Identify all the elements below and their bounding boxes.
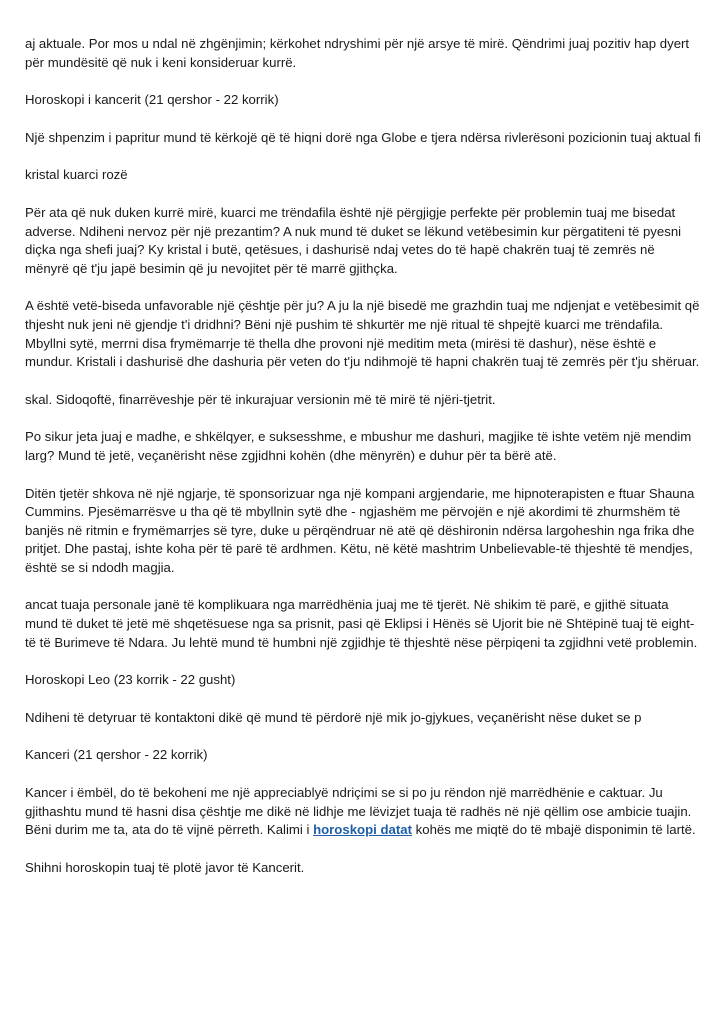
paragraph-self-talk: A është vetë-biseda unfavorable një çështje për ju? A ju la një bisedë me grazhdin tuaj me ndjenjat e vetëbesimit që thjesht nuk jeni në gjendje t'i dridhni? Bëni një pushim të shkurtër me një ritual të shpejtë kuarci me trëndafila. Mbyllni sytë, merrni disa frymëmarrje të thella dhe provoni një meditim meta (mirësi të dashur), nëse është e mundur. Kristali i dashurisë dhe dashuria për veten do t'ju ndihmojë të hapni chakrën tuaj të zemrës për t'ju shëruar. bbox=[25, 298, 700, 370]
paragraph-intro: aj aktuale. Por mos u ndal në zhgënjimin; kërkohet ndryshimi për një arsye të mirë. Qëndrimi juaj pozitiv hap dyert për mundësitë që nuk i keni konsideruar kurrë. bbox=[25, 36, 690, 70]
horoscope-dates-link[interactable]: horoskopi datat bbox=[313, 822, 412, 838]
paragraph-leo: Ndiheni të detyruar të kontaktoni dikë që mund të përdorë një mik jo-gjykues, veçanërisht nëse duket se p bbox=[25, 709, 642, 725]
paragraph-magical-life: Po sikur jeta juaj e madhe, e shkëlqyer, e suksesshme, e mbushur me dashuri, magjike të ishte vetëm një mendim larg? Mund të jetë, veçanërisht nëse zgjidhni kohën (dhe mënyrën) e duhur për ta bërë atë. bbox=[25, 429, 692, 463]
paragraph-finances: ancat tuaja personale janë të komplikuara nga marrëdhënia juaj me të tjerët. Në shikim të parë, e gjithë situata mund të duket të jetë më shqetësuese nga sa prisnit, pasi që Eklipsi i Hënës së Ujorit bie në Shtëpinë tuaj të eight-të të Burimeve të Ndara. Ju lehtë mund të humbni një zgjidhje të thjeshtë nëse përpiqeni ta zgjidhni vetë problemin. bbox=[25, 597, 698, 650]
paragraph-text-after-link: kohës me miqtë do të mbajë disponimin të lartë. bbox=[411, 822, 696, 838]
paragraph-sweet-cancer bbox=[25, 784, 701, 840]
paragraph-rose-quartz: Për ata që nuk duken kurrë mirë, kuarci me trëndafila është një përgjigje perfekte për problemin tuaj me bisedat adverse. Ndiheni nervoz për një prezantim? A nuk mund të duket se lëkund vetëbesimin kur përgatiteni të pyesni diçka nga shefi juaj? Ky kristal i butë, qetësues, i dashurisë ndaj vetes do të hapë chakrën tuaj të zemrës në mënyrë që t'ju japë besimin që ju nevojitet për të marrë gjithçka. bbox=[25, 204, 682, 276]
heading-rose-quartz: kristal kuarci rozë bbox=[25, 167, 128, 183]
heading-cancer: Kanceri (21 qershor - 22 korrik) bbox=[25, 747, 208, 763]
paragraph-event: Ditën tjetër shkova në një ngjarje, të sponsorizuar nga një kompani argjendarie, me hipnoterapisten e ftuar Shauna Cummins. Pjesëmarrësve u tha që të mbyllnin sytë dhe - ngjashëm me përvojën e një akordimi të zhurmshëm të banjës në ritmin e frymëmarrjes së tyre, duke u përqëndruar në atë që dëshironin ndërsa largoheshin nga frika dhe pritjet. Dhe pastaj, ishte koha për të parë të ardhmen. Këtu, në këtë mashtrim Unbelievable-të thjeshtë të mendjes, është se si ndodh magjia. bbox=[25, 485, 695, 575]
paragraph-closing: Shihni horoskopin tuaj të plotë javor të Kancerit. bbox=[25, 859, 305, 875]
paragraph-text-before-link: Kancer i ëmbël, do të bekoheni me një appreciablyë ndriçimi se si po ju rëndon një marrëdhënie e caktuar. Ju gjithashtu mund të hasni disa çështje me dikë në lidhje me lëvizjet tuaja të radhës në një qëllim ose ambicie tuajin. Bëni durim me ta, ata do të vijnë përreth. Kalimi i bbox=[25, 785, 692, 838]
heading-cancer-horoscope: Horoskopi i kancerit (21 qershor - 22 korrik) bbox=[25, 92, 279, 108]
document-body bbox=[25, 35, 701, 896]
paragraph-unexpected-expense: Një shpenzim i papritur mund të kërkojë që të hiqni dorë nga Globe e tjera ndërsa rivlerësoni pozicionin tuaj aktual fi bbox=[25, 129, 701, 145]
paragraph-skal: skal. Sidoqoftë, finarrëveshje për të inkurajuar versionin më të mirë të njëri-tjetrit. bbox=[25, 391, 496, 407]
heading-leo-horoscope: Horoskopi Leo (23 korrik - 22 gusht) bbox=[25, 672, 236, 688]
